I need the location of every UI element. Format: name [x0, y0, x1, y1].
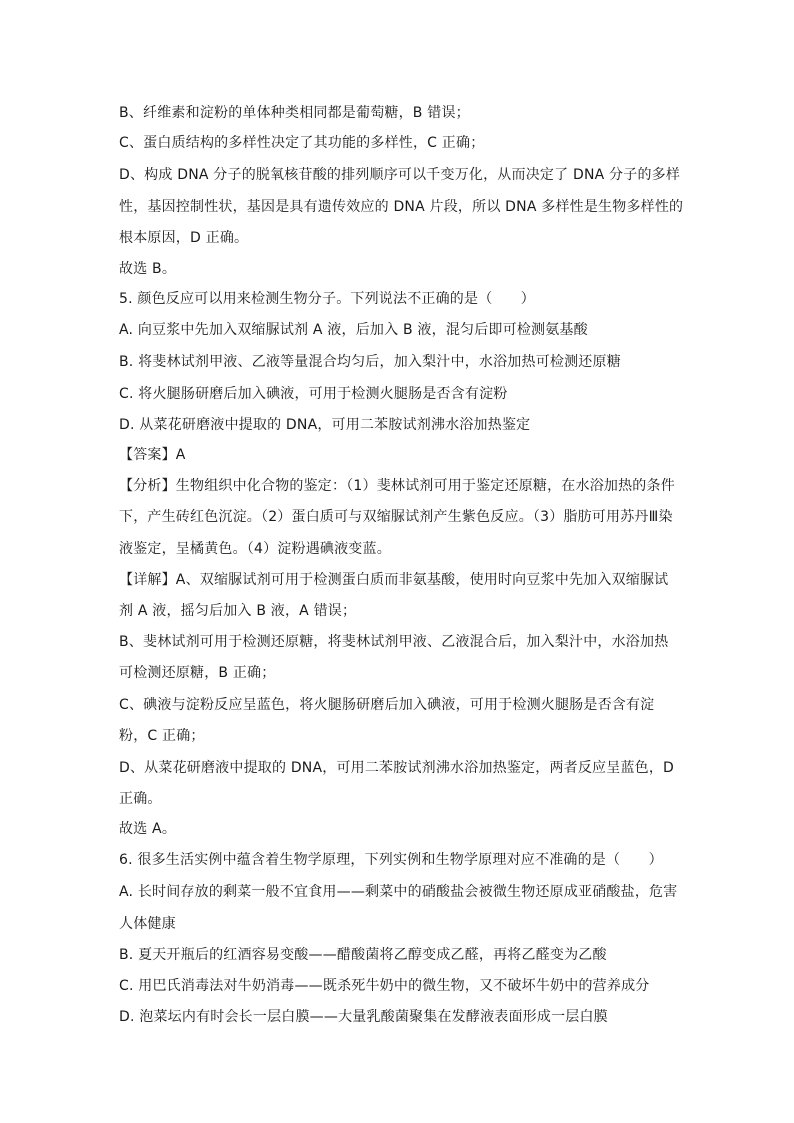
explanation-line: 正确。 [119, 791, 162, 807]
question-5-option-d: D. 从菜花研磨液中提取的 DNA，可用二苯胺试剂沸水浴加热鉴定 [119, 417, 531, 433]
explanation-line: C、碘液与淀粉反应呈蓝色，将火腿肠研磨后加入碘液，可用于检测火腿肠是否含有淀 [119, 697, 655, 713]
answer-label: 【答案】A [119, 447, 186, 463]
explanation-line: 粉，C 正确； [119, 728, 205, 744]
text-line: 性，基因控制性状，基因是具有遗传效应的 DNA 片段，所以 DNA 多样性是生物多样性的 [119, 199, 684, 215]
text-line: 根本原因，D 正确。 [119, 230, 249, 246]
question-6-option-b: B. 夏天开瓶后的红酒容易变酸——醋酸菌将乙醇变成乙醛，再将乙醛变为乙酸 [119, 947, 607, 963]
text-line: 故选 A。 [119, 821, 177, 837]
analysis-line: 液鉴定，呈橘黄色。（4）淀粉遇碘液变蓝。 [119, 541, 391, 557]
explanation-line: D、从菜花研磨液中提取的 DNA，可用二苯胺试剂沸水浴加热鉴定，两者反应呈蓝色，D [119, 760, 675, 776]
question-6-option-d: D. 泡菜坛内有时会长一层白膜——大量乳酸菌聚集在发酵液表面形成一层白膜 [119, 1009, 608, 1025]
explanation-line: 可检测还原糖，B 正确； [119, 665, 276, 681]
explanation-line: 【详解】A、双缩脲试剂可用于检测蛋白质而非氨基酸，使用时向豆浆中先加入双缩脲试 [119, 572, 669, 588]
explanation-line: B、斐林试剂可用于检测还原糖，将斐林试剂甲液、乙液混合后，加入梨汁中，水浴加热 [119, 634, 669, 650]
analysis-line: 下，产生砖红色沉淀。（2）蛋白质可与双缩脲试剂产生紫色反应。（3）脂肪可用苏丹Ⅲ染 [119, 509, 673, 525]
text-line: D、构成 DNA 分子的脱氧核苷酸的排列顺序可以千变万化，从而决定了 DNA 分子的多样 [119, 167, 681, 183]
question-5-option-b: B. 将斐林试剂甲液、乙液等量混合均匀后，加入梨汁中，水浴加热可检测还原糖 [119, 354, 621, 370]
question-6-stem: 6. 很多生活实例中蕴含着生物学原理，下列实例和生物学原理对应不准确的是（ ） [119, 852, 663, 868]
question-5-stem: 5. 颜色反应可以用来检测生物分子。下列说法不正确的是（ ） [119, 291, 536, 307]
text-line: B、纤维素和淀粉的单体种类相同都是葡萄糖，B 错误； [119, 105, 470, 121]
question-6-option-c: C. 用巴氏消毒法对牛奶消毒——既杀死牛奶中的微生物，又不破坏牛奶中的营养成分 [119, 978, 650, 994]
text-line: C、蛋白质结构的多样性决定了其功能的多样性，C 正确； [119, 135, 485, 151]
explanation-line: 剂 A 液，摇匀后加入 B 液，A 错误； [119, 603, 357, 619]
question-5-option-c: C. 将火腿肠研磨后加入碘液，可用于检测火腿肠是否含有淀粉 [119, 386, 508, 402]
analysis-line: 【分析】生物组织中化合物的鉴定：（1）斐林试剂可用于鉴定还原糖，在水浴加热的条件 [119, 478, 675, 494]
question-6-option-a-cont: 人体健康 [119, 916, 176, 932]
question-5-option-a: A. 向豆浆中先加入双缩脲试剂 A 液，后加入 B 液，混匀后即可检测氨基酸 [119, 322, 588, 338]
question-6-option-a: A. 长时间存放的剩菜一般不宜食用——剩菜中的硝酸盐会被微生物还原成亚硝酸盐，危害 [119, 884, 678, 900]
text-line: 故选 B。 [119, 261, 177, 277]
